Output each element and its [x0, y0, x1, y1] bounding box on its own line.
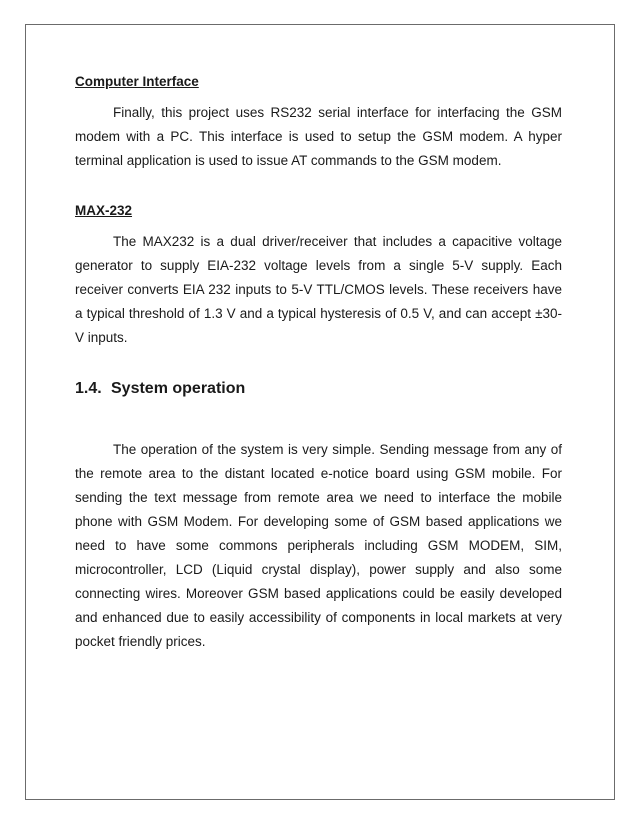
computer-interface-paragraph: Finally, this project uses RS232 serial interface for interfacing the GSM modem with a PC. This interface is used to setup the GSM modem. A hyper terminal application is used to issue AT commands to the GSM modem. — [75, 105, 562, 168]
system-operation-paragraph: The operation of the system is very simple. Sending message from any of the remote area to the distant located e-notice board using GSM mobile. For sending the text message from remote area we need to interface the mobile phone with GSM Modem. For developing some of GSM based applications we need to have some commons peripherals including GSM MODEM, SIM, microcontroller, LCD (Liquid crystal display), power supply and also some connecting wires. Moreover GSM based applications could be easily developed and enhanced due to easily accessibility of components in local markets at very pocket friendly prices. — [75, 442, 562, 649]
system-operation-heading — [75, 378, 562, 400]
computer-interface-heading: Computer Interface — [75, 74, 199, 89]
section-number: 1.4. — [75, 380, 102, 397]
max232-heading: MAX-232 — [75, 203, 133, 218]
document-body — [75, 72, 562, 654]
max232-paragraph: The MAX232 is a dual driver/receiver that includes a capacitive voltage generator to supply EIA-232 voltage levels from a single 5-V supply. Each receiver converts EIA 232 inputs to 5-V TTL/CMOS levels. These receivers have a typical threshold of 1.3 V and a typical hysteresis of 0.5 V, and can accept ±30-V inputs. — [75, 234, 562, 345]
section-title: System operation — [111, 380, 246, 397]
